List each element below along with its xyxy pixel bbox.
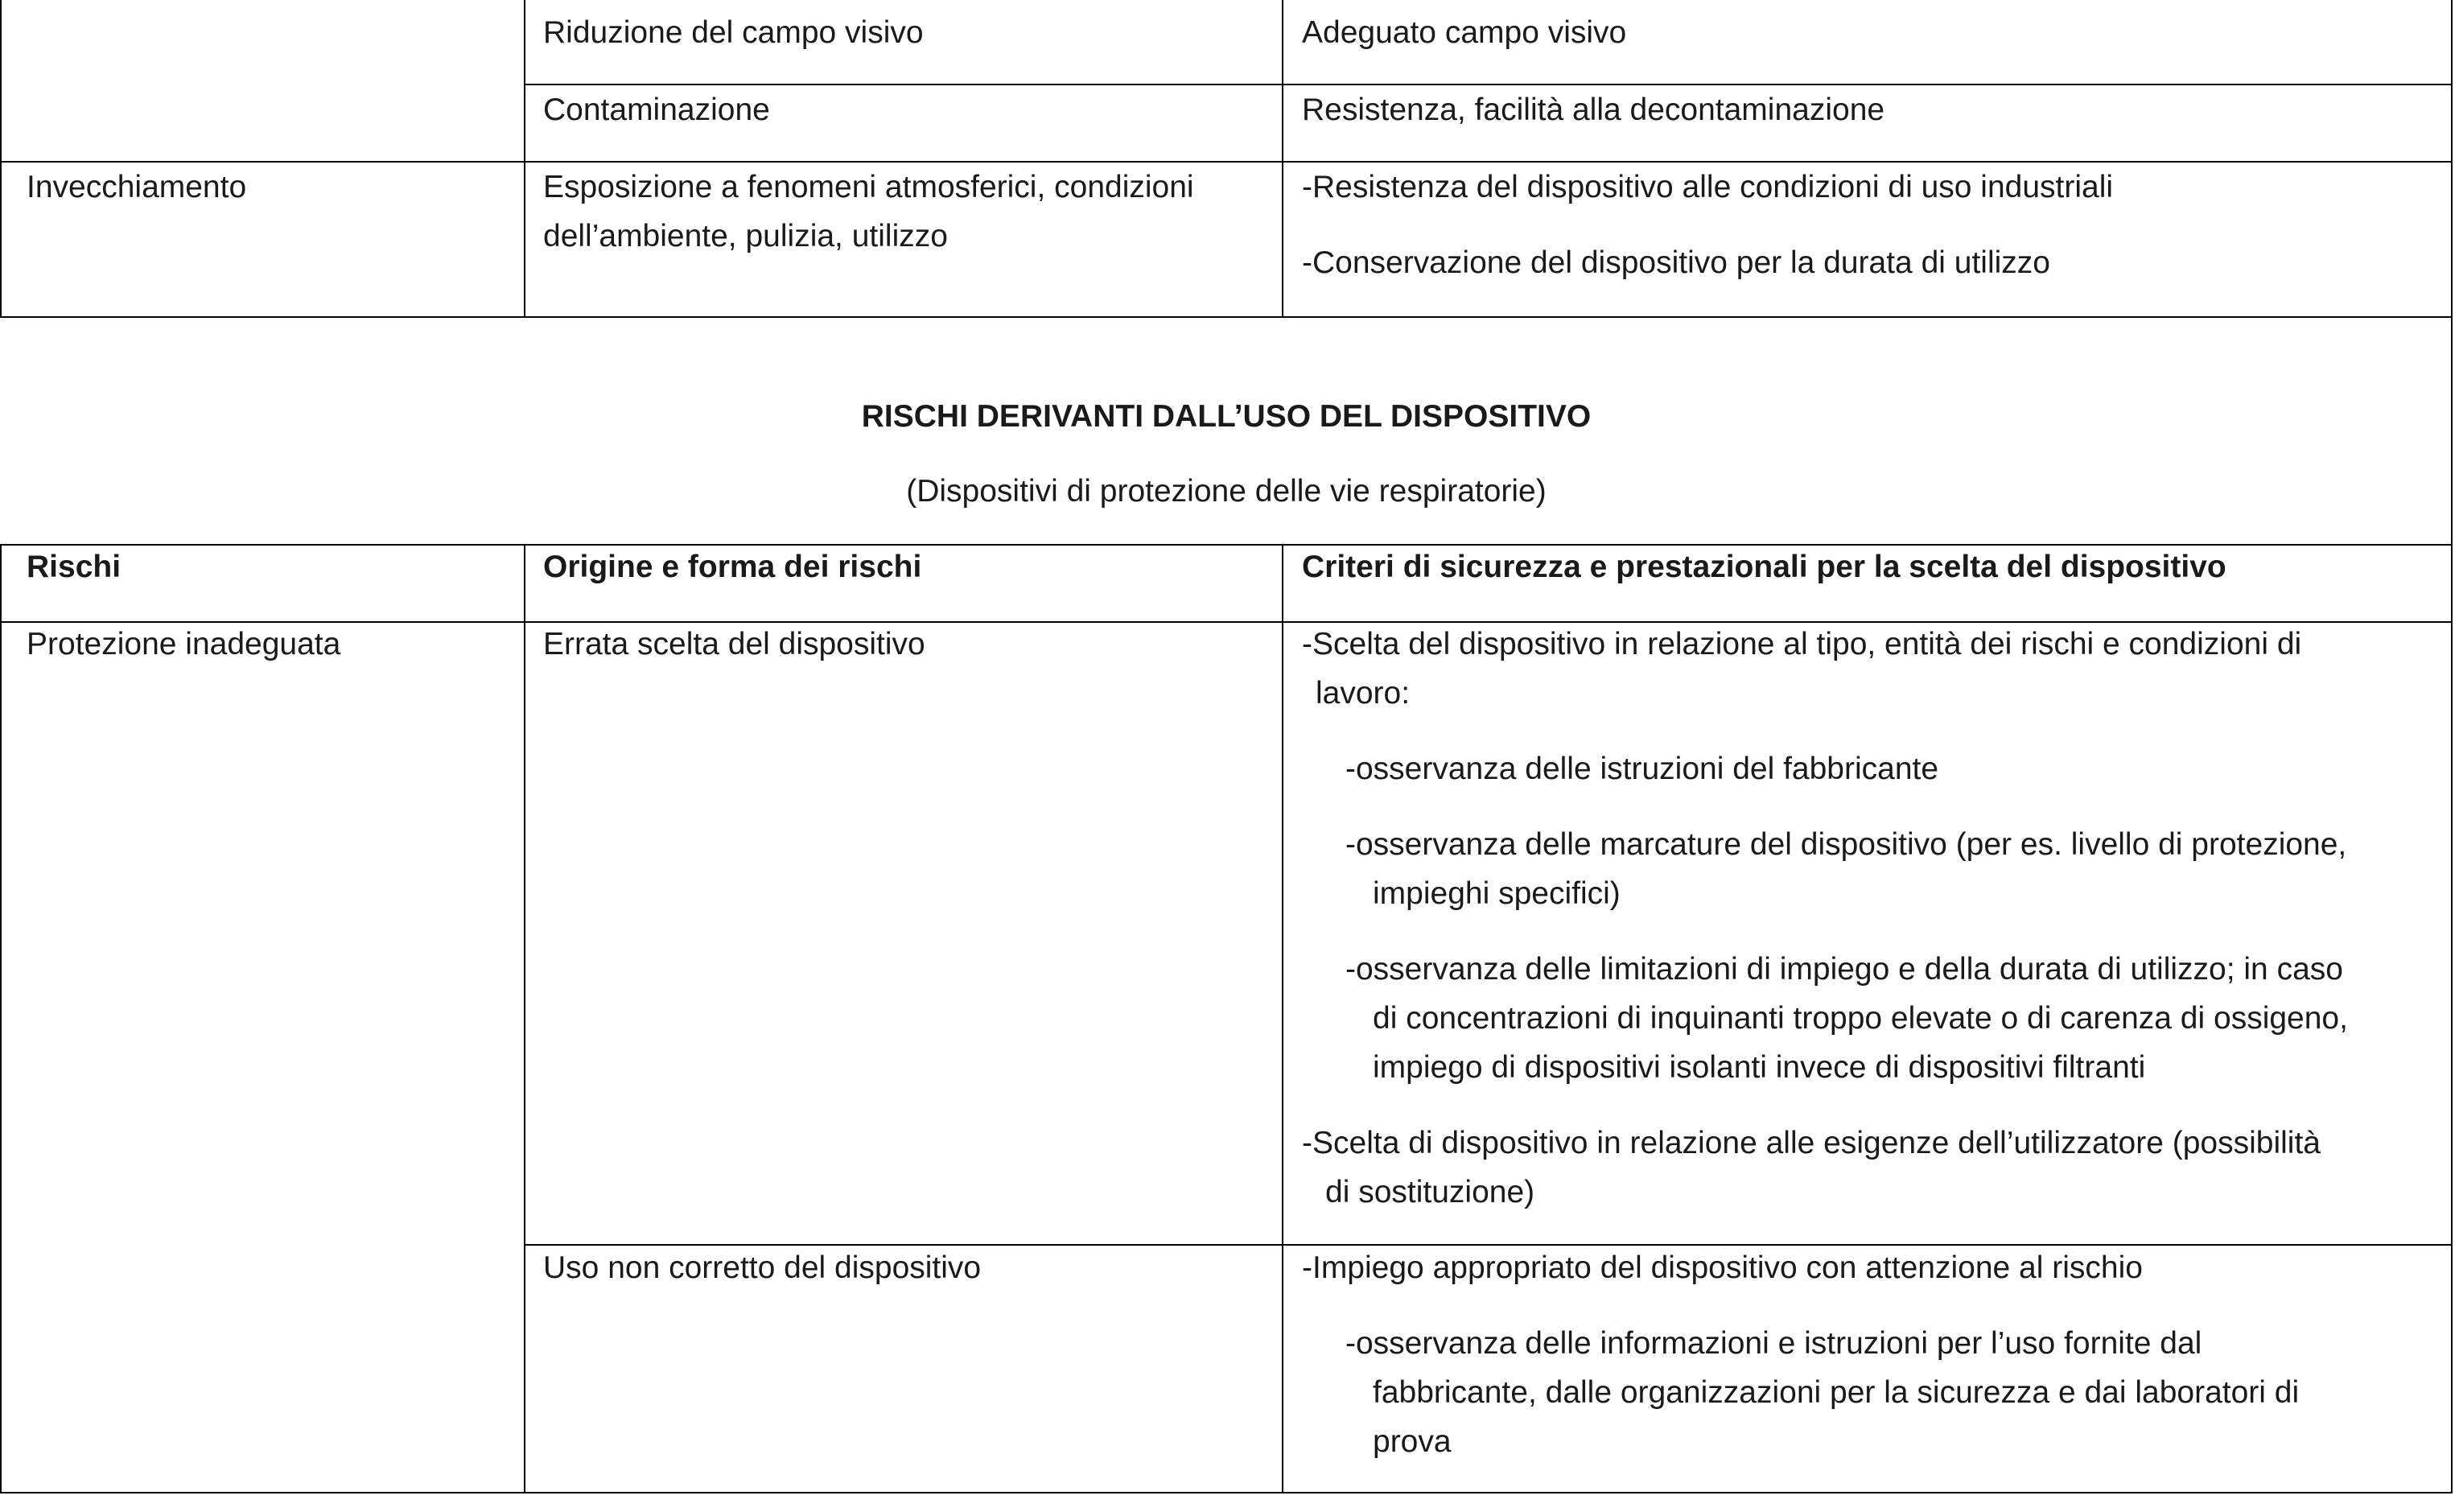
criteria-line: -osservanza delle informazioni e istruzioni per l’uso fornite dal [1345, 1326, 2202, 1361]
criteria-line: -Scelta del dispositivo in relazione al tipo, entità dei rischi e condizioni di [1302, 627, 2302, 661]
cell-origin-contamination: Contaminazione [543, 93, 770, 127]
cell-origin-visual-field: Riduzione del campo visivo [543, 15, 924, 50]
cell-risk-inadequate-protection: Protezione inadeguata [27, 627, 341, 661]
column-divider [524, 0, 525, 318]
cell-criteria-aging-line: -Conservazione del dispositivo per la durata di utilizzo [1302, 245, 2050, 280]
column-divider [1282, 0, 1283, 318]
criteria-line: -osservanza delle marcature del dispositivo (per es. livello di protezione, [1345, 827, 2347, 862]
cell-criteria-visual-field: Adeguato campo visivo [1302, 15, 1627, 50]
section-title: RISCHI DERIVANTI DALL’USO DEL DISPOSITIVO [861, 399, 1592, 434]
column-divider [524, 544, 525, 1493]
criteria-line: impiego di dispositivi isolanti invece di dispositivi filtranti [1373, 1050, 2146, 1085]
criteria-line: fabbricante, dalle organizzazioni per la sicurezza e dai laboratori di [1373, 1375, 2300, 1410]
criteria-line: prova [1373, 1424, 1452, 1459]
row-divider [0, 316, 2453, 318]
header-risks: Rischi [27, 550, 122, 584]
criteria-line: di concentrazioni di inquinanti troppo elevate o di carenza di ossigeno, [1373, 1001, 2348, 1036]
cell-origin-incorrect-use: Uso non corretto del dispositivo [543, 1250, 982, 1285]
criteria-line: -Impiego appropriato del dispositivo con attenzione al rischio [1302, 1250, 2143, 1285]
cell-origin-wrong-choice: Errata scelta del dispositivo [543, 627, 925, 661]
header-origin: Origine e forma dei rischi [543, 550, 922, 584]
criteria-line: lavoro: [1316, 676, 1411, 711]
cell-criteria-aging-line: -Resistenza del dispositivo alle condizioni di uso industriali [1302, 170, 2114, 204]
cell-origin-aging-line: dell’ambiente, pulizia, utilizzo [543, 219, 948, 253]
table-right-border [2451, 0, 2453, 1493]
table-left-border [0, 544, 2, 1493]
criteria-line: -Scelta di dispositivo in relazione alle esigenze dell’utilizzatore (possibilità [1302, 1126, 2321, 1160]
criteria-line: di sostituzione) [1325, 1175, 1535, 1209]
criteria-line: impieghi specifici) [1373, 876, 1621, 911]
table-left-border [0, 0, 2, 318]
criteria-line: -osservanza delle istruzioni del fabbricante [1345, 752, 1939, 786]
criteria-line: -osservanza delle limitazioni di impiego e della durata di utilizzo; in caso [1345, 952, 2343, 987]
header-criteria: Criteri di sicurezza e prestazionali per la scelta del dispositivo [1302, 550, 2226, 584]
cell-risk-aging: Invecchiamento [27, 170, 247, 204]
cell-origin-aging-line: Esposizione a fenomeni atmosferici, condizioni [543, 170, 1194, 204]
cell-criteria-contamination: Resistenza, facilità alla decontaminazione [1302, 93, 1885, 127]
column-divider [1282, 544, 1283, 1493]
table-bottom-border [0, 1492, 2453, 1493]
section-subtitle: (Dispositivi di protezione delle vie respiratorie) [906, 474, 1547, 509]
